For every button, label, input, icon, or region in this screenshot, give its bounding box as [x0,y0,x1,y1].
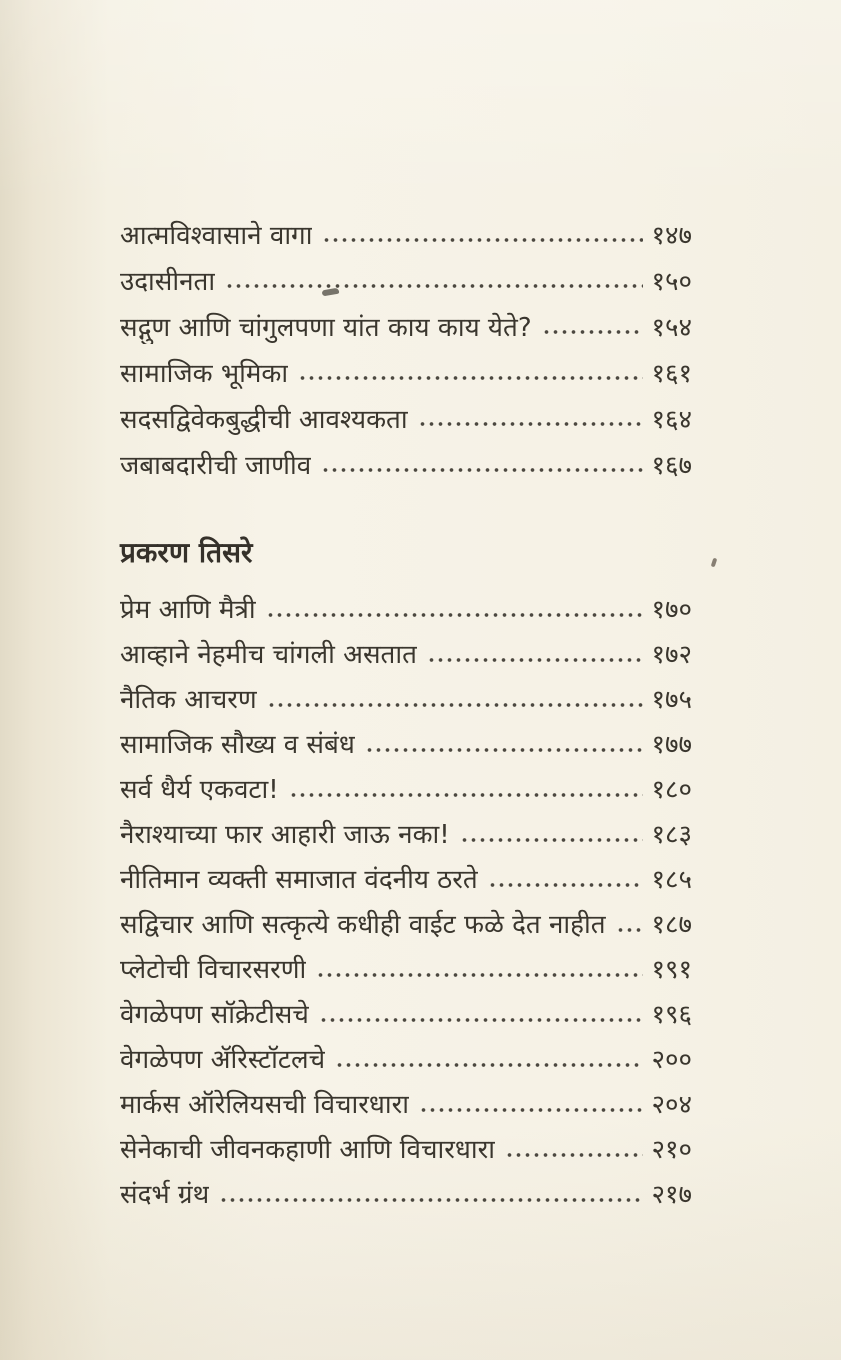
toc-item-title: आत्मविश्वासाने वागा [120,220,313,251]
toc-item-title: उदासीनता [120,266,216,297]
toc-section-2 [120,582,692,1212]
toc-item-title: सेनेकाची जीवनकहाणी आणि विचारधारा [120,1135,495,1166]
dot-leader [335,1063,643,1067]
toc-item-page: १९१ [651,955,692,986]
toc-row [120,298,692,344]
dot-leader [427,658,644,662]
toc-item-page: १७५ [651,685,692,716]
toc-item-title: प्रेम आणि मैत्री [120,595,256,626]
toc-row [120,717,692,762]
toc-item-page: १४७ [651,220,692,251]
toc-item-page: २१७ [651,1180,692,1211]
toc-item-title: सामाजिक भूमिका [120,358,289,389]
toc-row [120,1077,692,1122]
toc-row [120,436,692,482]
toc-row [120,390,692,436]
toc-item-title: प्लेटोची विचारसरणी [120,955,307,986]
toc-row [120,252,692,298]
toc-row [120,672,692,717]
dot-leader [418,422,644,426]
toc-item-title: जबाबदारीची जाणीव [120,450,312,481]
toc-row [120,206,692,252]
toc-item-title: सदसद्विवेकबुद्धीची आवश्यकता [120,404,408,435]
dot-leader [321,468,643,472]
toc-item-page: १९६ [651,1000,692,1031]
toc-item-page: १८५ [651,865,692,896]
dot-leader [616,928,644,932]
toc-row [120,1122,692,1167]
toc-row [120,942,692,987]
toc-item-title: नैराश्याच्या फार आहारी जाऊ नका! [120,820,450,851]
dot-leader [225,284,643,288]
dot-leader [505,1153,643,1157]
toc-row [120,987,692,1032]
toc-item-page: १६७ [651,450,692,481]
dot-leader [289,793,644,797]
toc-item-page: १६१ [651,358,692,389]
dot-leader [266,613,644,617]
toc-item-page: १५० [651,266,692,297]
toc-row [120,344,692,390]
toc-item-title: नीतिमान व्यक्ती समाजात वंदनीय ठरते [120,865,478,896]
dot-leader [542,330,644,334]
toc-row [120,627,692,672]
toc-item-page: २०० [651,1045,692,1076]
toc-row [120,807,692,852]
toc-item-page: २०४ [651,1090,692,1121]
toc-item-page: १५४ [651,312,692,343]
dot-leader [365,748,644,752]
toc-item-page: १८३ [651,820,692,851]
toc-row [120,852,692,897]
toc-item-page: १६४ [651,404,692,435]
toc-item-page: १८० [651,775,692,806]
toc-item-title: संदर्भ ग्रंथ [120,1180,210,1211]
toc-item-title: वेगळेपण ॲरिस्टॉटलचे [120,1045,326,1076]
chapter-section-heading: प्रकरण तिसरे [120,536,253,569]
toc-item-title: सद्विचार आणि सत्कृत्ये कधीही वाईट फळे देत नाहीत [120,910,606,941]
toc-item-title: वेगळेपण सॉक्रेटीसचे [120,1000,309,1031]
toc-item-title: सद्गुण आणि चांगुलपणा यांत काय काय येते? [120,312,532,343]
toc-row [120,1032,692,1077]
toc-item-page: १७७ [651,730,692,761]
dot-leader [298,376,643,380]
dot-leader [419,1108,643,1112]
dot-leader [267,703,644,707]
dot-leader [322,238,643,242]
dot-leader [460,838,644,842]
table-of-contents [120,206,692,1212]
dot-leader [488,883,644,887]
toc-item-title: नैतिक आचरण [120,685,257,716]
dot-leader [219,1198,643,1202]
dot-leader [316,973,643,977]
toc-item-page: १७० [651,595,692,626]
toc-item-title: आव्हाने नेहमीच चांगली असतात [120,640,417,671]
dot-leader [319,1018,644,1022]
toc-item-title: मार्कस ऑरेलियसची विचारधारा [120,1090,410,1121]
toc-item-page: १७२ [651,640,692,671]
toc-row [120,897,692,942]
toc-row [120,762,692,807]
toc-section-1 [120,206,692,482]
toc-item-title: सर्व धैर्य एकवटा! [120,775,279,806]
ink-speck [711,558,718,568]
toc-item-page: २१० [651,1135,692,1166]
toc-row [120,1167,692,1212]
toc-row [120,582,692,627]
toc-item-title: सामाजिक सौख्य व संबंध [120,730,355,761]
toc-item-page: १८७ [651,910,692,941]
